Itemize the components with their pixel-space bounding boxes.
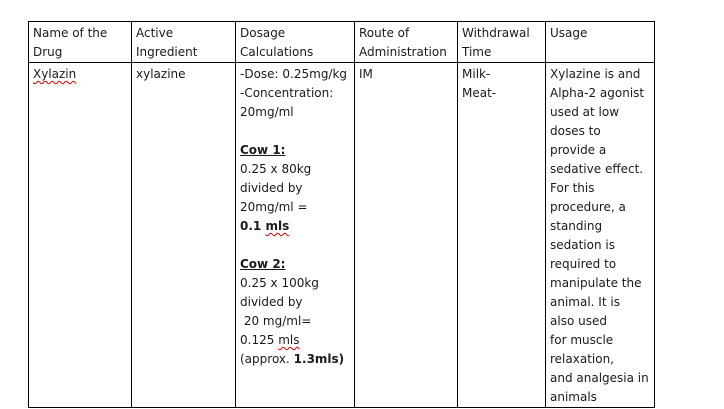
cow2-result: 0.125 mls bbox=[240, 333, 300, 347]
drug-row bbox=[29, 63, 655, 408]
usage-line: and analgesia in bbox=[550, 371, 649, 385]
cow1-line1: 0.25 x 80kg bbox=[240, 162, 312, 176]
usage-line: standing bbox=[550, 219, 603, 233]
withdrawal-meat: Meat- bbox=[462, 86, 497, 100]
cow1-line2: divided by bbox=[240, 181, 303, 195]
usage-line: For this bbox=[550, 181, 595, 195]
usage-line: also used bbox=[550, 314, 607, 328]
usage-line: required to bbox=[550, 257, 617, 271]
usage-line: relaxation, bbox=[550, 352, 614, 366]
spacer bbox=[240, 122, 350, 141]
header-dosage-calculations: Dosage Calculations bbox=[236, 22, 355, 63]
cell-dosage bbox=[236, 63, 355, 408]
usage-line: doses to bbox=[550, 124, 601, 138]
cell-active-ingredient bbox=[132, 63, 236, 408]
drug-name: Xylazin bbox=[33, 67, 77, 81]
withdrawal-milk: Milk- bbox=[462, 67, 491, 81]
cell-withdrawal bbox=[458, 63, 546, 408]
usage-line: procedure, a bbox=[550, 200, 626, 214]
cow1-title: Cow 1: bbox=[240, 143, 286, 157]
usage-line: Xylazine is and bbox=[550, 67, 641, 81]
usage-line: provide a bbox=[550, 143, 607, 157]
dose-text: -Dose: 0.25mg/kg bbox=[240, 67, 348, 81]
cow2-approx: (approx. 1.3mls) bbox=[240, 352, 345, 366]
header-drug-name: Name of the Drug bbox=[29, 22, 132, 63]
usage-line: animal. It is bbox=[550, 295, 620, 309]
cow1-result: 0.1 mls bbox=[240, 219, 290, 233]
header-active-ingredient: Active Ingredient bbox=[132, 22, 236, 63]
cell-usage bbox=[546, 63, 655, 408]
cell-drug-name bbox=[29, 63, 132, 408]
route-value: IM bbox=[359, 67, 373, 81]
concentration-value: 20mg/ml bbox=[240, 105, 294, 119]
cow2-line3: 20 mg/ml= bbox=[240, 314, 312, 328]
spacer bbox=[240, 236, 350, 255]
usage-line: for muscle bbox=[550, 333, 614, 347]
usage-line: Alpha-2 agonist bbox=[550, 86, 645, 100]
header-row bbox=[29, 22, 655, 63]
header-usage: Usage bbox=[546, 22, 655, 63]
drug-table bbox=[28, 21, 655, 408]
cow2-title: Cow 2: bbox=[240, 257, 286, 271]
active-ingredient: xylazine bbox=[136, 67, 186, 81]
header-route: Route of Administration bbox=[355, 22, 458, 63]
usage-line: animals bbox=[550, 390, 597, 404]
usage-line: sedative effect. bbox=[550, 162, 644, 176]
cell-route bbox=[355, 63, 458, 408]
usage-line: used at low bbox=[550, 105, 620, 119]
usage-line: sedation is bbox=[550, 238, 615, 252]
cow1-line3: 20mg/ml = bbox=[240, 200, 308, 214]
header-withdrawal-time: Withdrawal Time bbox=[458, 22, 546, 63]
concentration-label: -Concentration: bbox=[240, 86, 334, 100]
cow2-line1: 0.25 x 100kg bbox=[240, 276, 319, 290]
usage-line: manipulate the bbox=[550, 276, 642, 290]
cow2-line2: divided by bbox=[240, 295, 303, 309]
